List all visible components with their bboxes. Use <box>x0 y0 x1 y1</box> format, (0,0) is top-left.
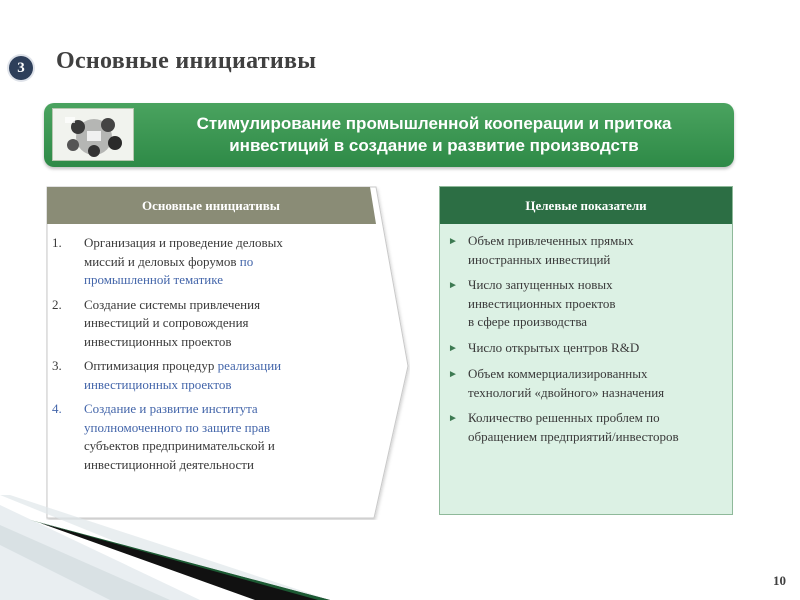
page-title: Основные инициативы <box>56 48 317 74</box>
list-item: ► Число запущенных новых инвестиционных проектов в сфере производства <box>448 276 722 332</box>
banner-line-2: инвестиций в создание и развитие производств <box>229 136 639 155</box>
banner <box>44 103 734 167</box>
targets-title: Целевые показатели <box>440 187 732 224</box>
triangle-bullet-icon: ► <box>448 280 458 291</box>
triangle-bullet-icon: ► <box>448 342 458 354</box>
triangle-bullet-icon: ► <box>448 413 458 424</box>
triangle-bullet-icon: ► <box>448 236 458 247</box>
list-item: ► Число открытых центров R&D <box>448 339 722 359</box>
page-number: 10 <box>773 573 786 588</box>
list-item: 4. Создание и развитие института уполномоченного по защите прав субъектов предпринимательской и инвестиционной деятельности <box>52 401 275 472</box>
targets-panel <box>439 186 733 515</box>
banner-photo <box>52 108 134 161</box>
initiatives-list <box>52 234 352 480</box>
list-item: ► Количество решенных проблем по обращением предприятий/инвесторов <box>448 409 722 446</box>
list-item: 2. Создание системы привлечения инвестиций и сопровождения инвестиционных проектов <box>52 296 261 349</box>
list-item: 1. Организация и проведение деловых миссий и деловых форумов по промышленной тематике <box>52 235 283 287</box>
initiatives-panel <box>46 186 410 520</box>
banner-line-1: Стимулирование промышленной кооперации и притока <box>196 114 672 133</box>
triangle-bullet-icon: ► <box>448 369 458 380</box>
list-item: ► Объем привлеченных прямых иностранных инвестиций <box>448 232 722 269</box>
targets-list <box>440 224 732 446</box>
section-number-badge: 3 <box>9 56 33 80</box>
bottom-decoration <box>0 495 800 600</box>
list-item: 3. Оптимизация процедур реализации инвестиционных проектов <box>52 358 282 392</box>
list-item: ► Объем коммерциализированных технологий «двойного» назначения <box>448 365 722 402</box>
banner-heading <box>144 113 724 157</box>
initiatives-title: Основные инициативы <box>142 198 280 213</box>
